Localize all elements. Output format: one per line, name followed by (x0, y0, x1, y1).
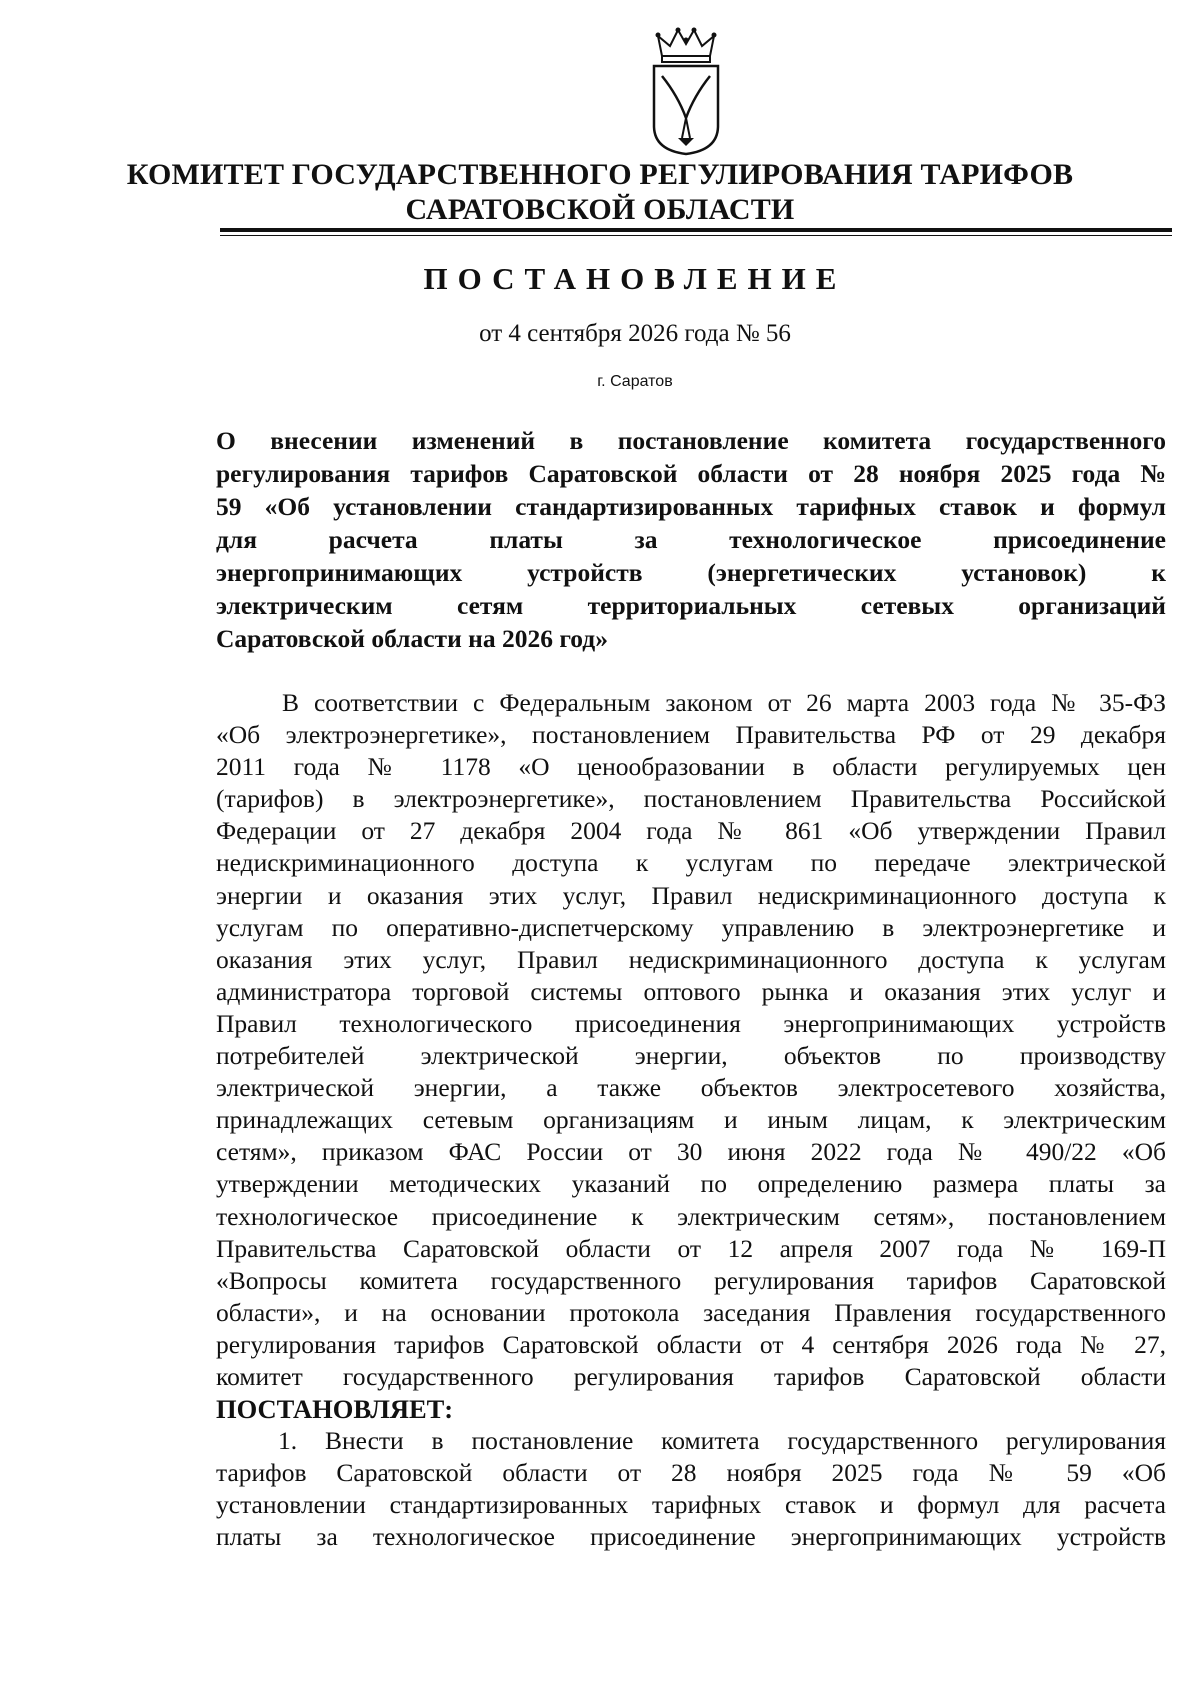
document-date-number: от 4 сентября 2026 года № 56 (479, 320, 791, 347)
body-line: Федерации от 27 декабря 2004 года № 861 «Об утверждении Правил (216, 816, 1166, 846)
body-line: технологическое присоединение к электрическим сетям», постановлением (216, 1201, 1166, 1231)
body-line: администратора торговой системы оптового рынка и оказания этих услуг и (216, 976, 1166, 1006)
subject-line: энергопринимающих устройств (энергетических установок) к (216, 558, 1166, 587)
body-line: В соответствии с Федеральным законом от 26 марта 2003 года № 35-ФЗ (282, 688, 1166, 717)
header-divider-thin (220, 235, 1172, 236)
body-line: 2011 года № 1178 «О ценообразовании в области регулируемых цен (216, 752, 1166, 782)
subject-line: О внесении изменений в постановление комитета государственного (216, 426, 1166, 455)
body-line: утверждении методических указаний по определению размера платы за (216, 1169, 1166, 1199)
subject-line: 59 «Об установлении стандартизированных тарифных ставок и формул (216, 492, 1166, 521)
item-1-line: 1. Внести в постановление комитета государственного регулирования (278, 1426, 1166, 1456)
header-divider-thick (220, 228, 1172, 232)
subject-line: электрическим сетям территориальных сетевых организаций (216, 591, 1166, 620)
org-name-line-1: КОМИТЕТ ГОСУДАРСТВЕННОГО РЕГУЛИРОВАНИЯ ТАРИФОВ (126, 158, 1074, 191)
body-line: Правительства Саратовской области от 12 апреля 2007 года № 169-П (216, 1233, 1166, 1263)
subject-line: для расчета платы за технологическое присоединение (216, 525, 1166, 554)
body-line: «Об электроэнергетике», постановлением Правительства РФ от 29 декабря (216, 720, 1166, 750)
body-line: потребителей электрической энергии, объектов по производству (216, 1041, 1166, 1071)
document-body (216, 687, 1166, 1554)
subject-line: Саратовской области на 2026 год» (216, 624, 608, 653)
subject-line: регулирования тарифов Саратовской области от 28 ноября 2025 года № (216, 459, 1166, 488)
body-line: услугам по оперативно-диспетчерскому управлению в электроэнергетике и (216, 912, 1166, 942)
document-title: ПОСТАНОВЛЕНИЕ (423, 261, 847, 296)
body-line: Правил технологического присоединения энергопринимающих устройств (216, 1008, 1166, 1038)
decree-word: ПОСТАНОВЛЯЕТ: (216, 1394, 454, 1425)
coat-of-arms-icon (648, 26, 724, 156)
document-city: г. Саратов (597, 373, 673, 390)
body-line: сетям», приказом ФАС России от 30 июня 2022 года № 490/22 «Об (216, 1137, 1166, 1167)
body-line: оказания этих услуг, Правил недискриминационного доступа к услугам (216, 944, 1166, 974)
body-line: комитет государственного регулирования тарифов Саратовской области (216, 1361, 1166, 1391)
document-subject (216, 424, 1166, 655)
body-line: «Вопросы комитета государственного регулирования тарифов Саратовской (216, 1265, 1166, 1295)
org-name-line-2: САРАТОВСКОЙ ОБЛАСТИ (405, 193, 795, 226)
body-line: области», и на основании протокола заседания Правления государственного (216, 1297, 1166, 1327)
body-line: регулирования тарифов Саратовской области от 4 сентября 2026 года № 27, (216, 1329, 1166, 1359)
item-1-line: платы за технологическое присоединение энергопринимающих устройств (216, 1522, 1166, 1552)
item-1-line: тарифов Саратовской области от 28 ноября 2025 года № 59 «Об (216, 1458, 1166, 1488)
body-line: недискриминационного доступа к услугам по передаче электрической (216, 848, 1166, 878)
body-line: (тарифов) в электроэнергетике», постановлением Правительства Российской (216, 784, 1166, 814)
body-line: принадлежащих сетевым организациям и иным лицам, к электрическим (216, 1105, 1166, 1135)
body-line: электрической энергии, а также объектов электросетевого хозяйства, (216, 1073, 1166, 1103)
body-line: энергии и оказания этих услуг, Правил недискриминационного доступа к (216, 880, 1166, 910)
item-1-line: установлении стандартизированных тарифных ставок и формул для расчета (216, 1490, 1166, 1520)
